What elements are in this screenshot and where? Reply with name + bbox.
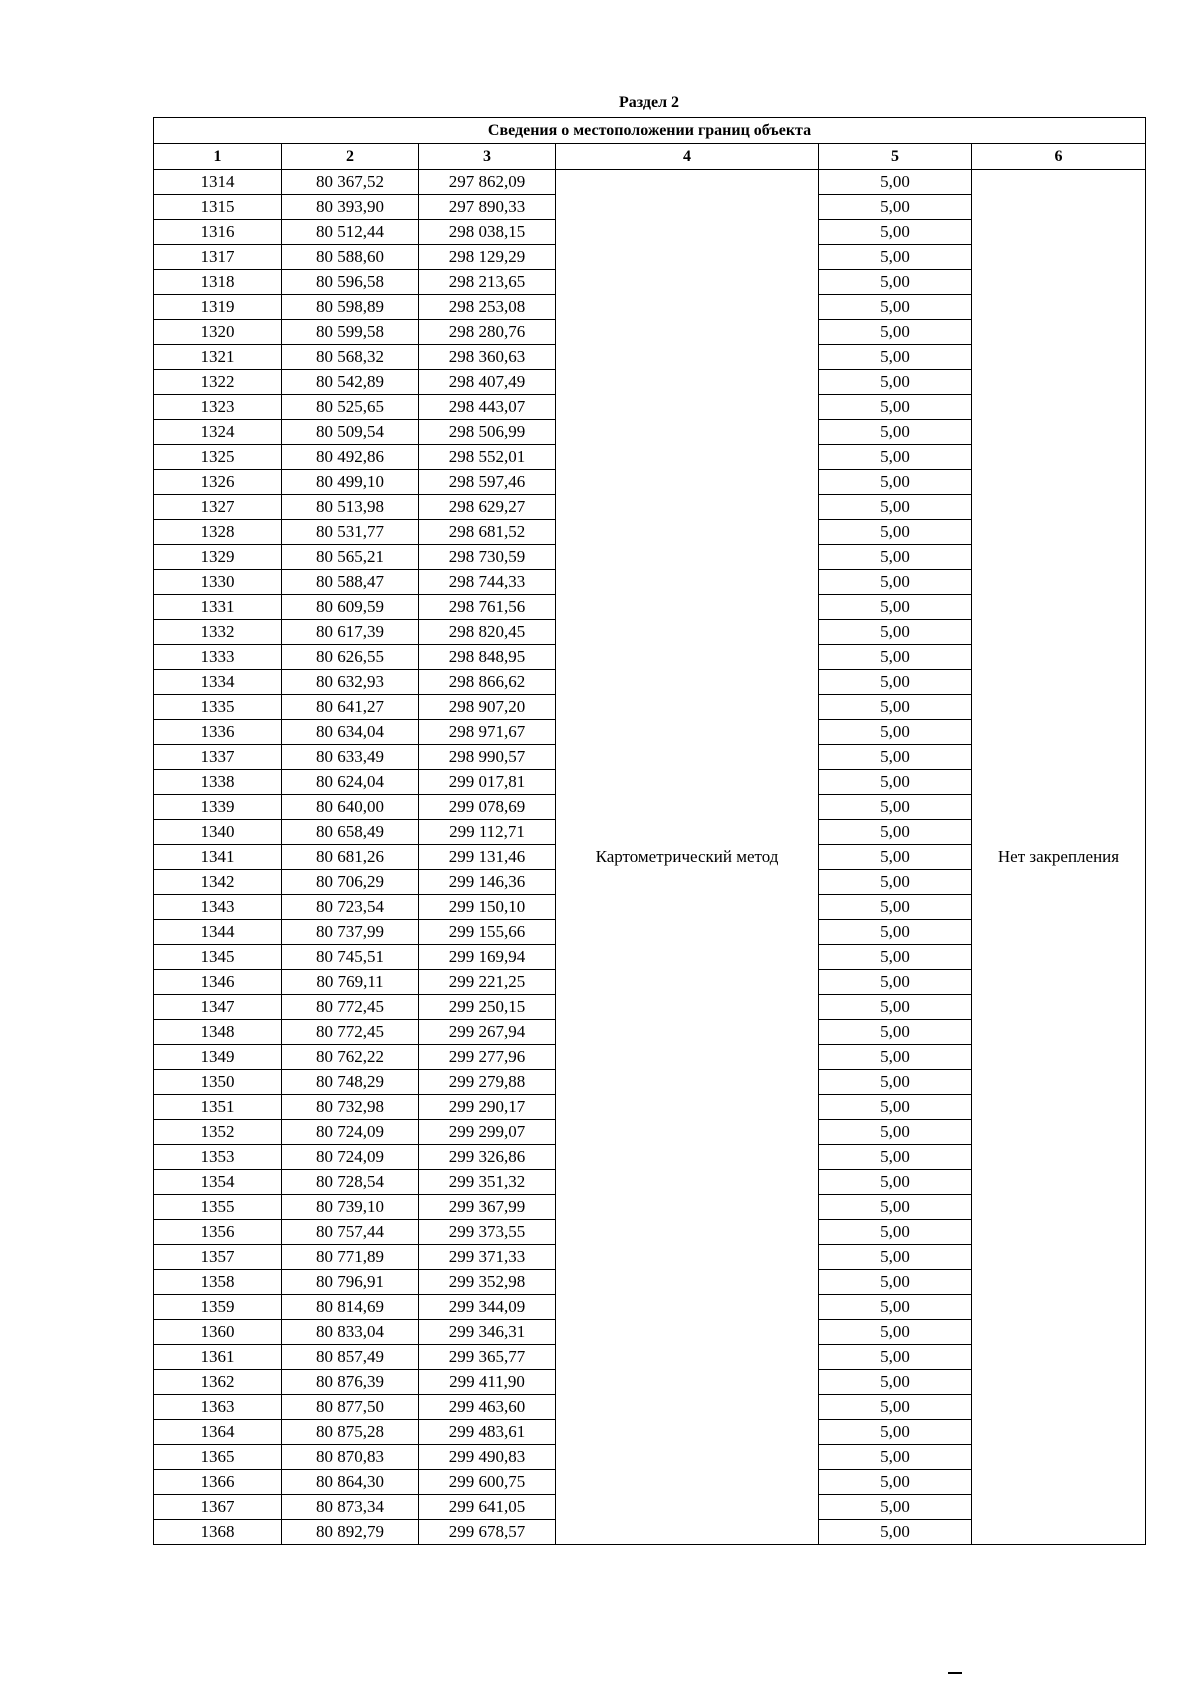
- x-coordinate: 80 757,44: [282, 1220, 419, 1245]
- x-coordinate: 80 864,30: [282, 1470, 419, 1495]
- y-coordinate: 299 299,07: [419, 1120, 556, 1145]
- accuracy-value: 5,00: [819, 320, 972, 345]
- point-number: 1338: [154, 770, 282, 795]
- point-number: 1334: [154, 670, 282, 695]
- y-coordinate: 299 078,69: [419, 795, 556, 820]
- x-coordinate: 80 748,29: [282, 1070, 419, 1095]
- point-number: 1344: [154, 920, 282, 945]
- accuracy-value: 5,00: [819, 395, 972, 420]
- x-coordinate: 80 814,69: [282, 1295, 419, 1320]
- accuracy-value: 5,00: [819, 770, 972, 795]
- x-coordinate: 80 745,51: [282, 945, 419, 970]
- accuracy-value: 5,00: [819, 1145, 972, 1170]
- point-number: 1335: [154, 695, 282, 720]
- x-coordinate: 80 634,04: [282, 720, 419, 745]
- accuracy-value: 5,00: [819, 1395, 972, 1420]
- y-coordinate: 299 490,83: [419, 1445, 556, 1470]
- table-caption: Сведения о местоположении границ объекта: [154, 118, 1146, 144]
- point-number: 1337: [154, 745, 282, 770]
- point-number: 1325: [154, 445, 282, 470]
- y-coordinate: 298 907,20: [419, 695, 556, 720]
- y-coordinate: 299 373,55: [419, 1220, 556, 1245]
- point-number: 1366: [154, 1470, 282, 1495]
- boundary-coordinates-table: [153, 117, 1146, 1545]
- point-number: 1323: [154, 395, 282, 420]
- y-coordinate: 299 112,71: [419, 820, 556, 845]
- x-coordinate: 80 568,32: [282, 345, 419, 370]
- x-coordinate: 80 640,00: [282, 795, 419, 820]
- y-coordinate: 299 326,86: [419, 1145, 556, 1170]
- point-number: 1316: [154, 220, 282, 245]
- accuracy-value: 5,00: [819, 420, 972, 445]
- x-coordinate: 80 762,22: [282, 1045, 419, 1070]
- x-coordinate: 80 658,49: [282, 820, 419, 845]
- point-number: 1314: [154, 170, 282, 195]
- column-number-row: [154, 144, 1146, 170]
- accuracy-value: 5,00: [819, 845, 972, 870]
- point-number: 1326: [154, 470, 282, 495]
- accuracy-value: 5,00: [819, 345, 972, 370]
- point-number: 1354: [154, 1170, 282, 1195]
- accuracy-value: 5,00: [819, 995, 972, 1020]
- point-number: 1321: [154, 345, 282, 370]
- accuracy-value: 5,00: [819, 1070, 972, 1095]
- point-number: 1351: [154, 1095, 282, 1120]
- y-coordinate: 299 346,31: [419, 1320, 556, 1345]
- point-number: 1340: [154, 820, 282, 845]
- point-number: 1324: [154, 420, 282, 445]
- x-coordinate: 80 641,27: [282, 695, 419, 720]
- y-coordinate: 298 129,29: [419, 245, 556, 270]
- point-number: 1356: [154, 1220, 282, 1245]
- x-coordinate: 80 877,50: [282, 1395, 419, 1420]
- point-number: 1330: [154, 570, 282, 595]
- x-coordinate: 80 732,98: [282, 1095, 419, 1120]
- point-number: 1327: [154, 495, 282, 520]
- point-number: 1319: [154, 295, 282, 320]
- accuracy-value: 5,00: [819, 1095, 972, 1120]
- x-coordinate: 80 565,21: [282, 545, 419, 570]
- y-coordinate: 298 597,46: [419, 470, 556, 495]
- accuracy-value: 5,00: [819, 520, 972, 545]
- x-coordinate: 80 633,49: [282, 745, 419, 770]
- point-number: 1315: [154, 195, 282, 220]
- x-coordinate: 80 624,04: [282, 770, 419, 795]
- x-coordinate: 80 772,45: [282, 1020, 419, 1045]
- accuracy-value: 5,00: [819, 220, 972, 245]
- point-number: 1349: [154, 1045, 282, 1070]
- x-coordinate: 80 724,09: [282, 1145, 419, 1170]
- y-coordinate: 298 280,76: [419, 320, 556, 345]
- y-coordinate: 299 146,36: [419, 870, 556, 895]
- point-number: 1364: [154, 1420, 282, 1445]
- point-number: 1358: [154, 1270, 282, 1295]
- x-coordinate: 80 772,45: [282, 995, 419, 1020]
- x-coordinate: 80 892,79: [282, 1520, 419, 1545]
- x-coordinate: 80 706,29: [282, 870, 419, 895]
- point-number: 1360: [154, 1320, 282, 1345]
- x-coordinate: 80 617,39: [282, 620, 419, 645]
- accuracy-value: 5,00: [819, 895, 972, 920]
- x-coordinate: 80 728,54: [282, 1170, 419, 1195]
- accuracy-value: 5,00: [819, 820, 972, 845]
- point-number: 1350: [154, 1070, 282, 1095]
- x-coordinate: 80 796,91: [282, 1270, 419, 1295]
- x-coordinate: 80 771,89: [282, 1245, 419, 1270]
- y-coordinate: 298 820,45: [419, 620, 556, 645]
- y-coordinate: 298 443,07: [419, 395, 556, 420]
- section-title: Раздел 2: [618, 94, 680, 111]
- y-coordinate: 299 365,77: [419, 1345, 556, 1370]
- column-number: 4: [556, 144, 819, 170]
- point-number: 1339: [154, 795, 282, 820]
- point-number: 1368: [154, 1520, 282, 1545]
- x-coordinate: 80 599,58: [282, 320, 419, 345]
- accuracy-value: 5,00: [819, 970, 972, 995]
- y-coordinate: 299 411,90: [419, 1370, 556, 1395]
- y-coordinate: 298 681,52: [419, 520, 556, 545]
- x-coordinate: 80 588,47: [282, 570, 419, 595]
- accuracy-value: 5,00: [819, 1520, 972, 1545]
- point-number: 1320: [154, 320, 282, 345]
- accuracy-value: 5,00: [819, 270, 972, 295]
- accuracy-value: 5,00: [819, 170, 972, 195]
- y-coordinate: 298 866,62: [419, 670, 556, 695]
- column-number: 6: [972, 144, 1146, 170]
- accuracy-value: 5,00: [819, 795, 972, 820]
- x-coordinate: 80 875,28: [282, 1420, 419, 1445]
- point-number: 1359: [154, 1295, 282, 1320]
- accuracy-value: 5,00: [819, 370, 972, 395]
- accuracy-value: 5,00: [819, 745, 972, 770]
- accuracy-value: 5,00: [819, 1170, 972, 1195]
- y-coordinate: 299 150,10: [419, 895, 556, 920]
- x-coordinate: 80 876,39: [282, 1370, 419, 1395]
- point-number: 1363: [154, 1395, 282, 1420]
- x-coordinate: 80 598,89: [282, 295, 419, 320]
- accuracy-value: 5,00: [819, 1270, 972, 1295]
- y-coordinate: 299 279,88: [419, 1070, 556, 1095]
- x-coordinate: 80 367,52: [282, 170, 419, 195]
- accuracy-value: 5,00: [819, 1420, 972, 1445]
- y-coordinate: 299 131,46: [419, 845, 556, 870]
- accuracy-value: 5,00: [819, 445, 972, 470]
- x-coordinate: 80 512,44: [282, 220, 419, 245]
- accuracy-value: 5,00: [819, 1445, 972, 1470]
- x-coordinate: 80 632,93: [282, 670, 419, 695]
- x-coordinate: 80 739,10: [282, 1195, 419, 1220]
- accuracy-value: 5,00: [819, 720, 972, 745]
- y-coordinate: 299 352,98: [419, 1270, 556, 1295]
- x-coordinate: 80 609,59: [282, 595, 419, 620]
- x-coordinate: 80 681,26: [282, 845, 419, 870]
- y-coordinate: 298 730,59: [419, 545, 556, 570]
- column-number: 1: [154, 144, 282, 170]
- point-number: 1342: [154, 870, 282, 895]
- y-coordinate: 298 744,33: [419, 570, 556, 595]
- y-coordinate: 299 017,81: [419, 770, 556, 795]
- x-coordinate: 80 873,34: [282, 1495, 419, 1520]
- y-coordinate: 299 641,05: [419, 1495, 556, 1520]
- point-number: 1365: [154, 1445, 282, 1470]
- x-coordinate: 80 857,49: [282, 1345, 419, 1370]
- x-coordinate: 80 724,09: [282, 1120, 419, 1145]
- point-number: 1318: [154, 270, 282, 295]
- table-row: [154, 170, 1146, 195]
- point-number: 1343: [154, 895, 282, 920]
- accuracy-value: 5,00: [819, 870, 972, 895]
- y-coordinate: 298 990,57: [419, 745, 556, 770]
- point-number: 1353: [154, 1145, 282, 1170]
- y-coordinate: 298 761,56: [419, 595, 556, 620]
- column-number: 5: [819, 144, 972, 170]
- x-coordinate: 80 833,04: [282, 1320, 419, 1345]
- accuracy-value: 5,00: [819, 1045, 972, 1070]
- x-coordinate: 80 542,89: [282, 370, 419, 395]
- y-coordinate: 299 371,33: [419, 1245, 556, 1270]
- accuracy-value: 5,00: [819, 570, 972, 595]
- y-coordinate: 298 038,15: [419, 220, 556, 245]
- y-coordinate: 299 277,96: [419, 1045, 556, 1070]
- accuracy-value: 5,00: [819, 1320, 972, 1345]
- accuracy-value: 5,00: [819, 495, 972, 520]
- accuracy-value: 5,00: [819, 195, 972, 220]
- x-coordinate: 80 769,11: [282, 970, 419, 995]
- point-number: 1347: [154, 995, 282, 1020]
- accuracy-value: 5,00: [819, 645, 972, 670]
- point-number: 1357: [154, 1245, 282, 1270]
- accuracy-value: 5,00: [819, 470, 972, 495]
- accuracy-value: 5,00: [819, 1495, 972, 1520]
- accuracy-value: 5,00: [819, 295, 972, 320]
- fixing-cell: Нет закрепления: [972, 170, 1146, 1545]
- column-number: 3: [419, 144, 556, 170]
- accuracy-value: 5,00: [819, 1120, 972, 1145]
- x-coordinate: 80 525,65: [282, 395, 419, 420]
- accuracy-value: 5,00: [819, 595, 972, 620]
- y-coordinate: 298 213,65: [419, 270, 556, 295]
- method-cell: Картометрический метод: [556, 170, 819, 1545]
- accuracy-value: 5,00: [819, 545, 972, 570]
- point-number: 1322: [154, 370, 282, 395]
- accuracy-value: 5,00: [819, 1195, 972, 1220]
- y-coordinate: 299 483,61: [419, 1420, 556, 1445]
- point-number: 1367: [154, 1495, 282, 1520]
- point-number: 1352: [154, 1120, 282, 1145]
- y-coordinate: 299 344,09: [419, 1295, 556, 1320]
- point-number: 1345: [154, 945, 282, 970]
- accuracy-value: 5,00: [819, 1245, 972, 1270]
- x-coordinate: 80 509,54: [282, 420, 419, 445]
- point-number: 1332: [154, 620, 282, 645]
- x-coordinate: 80 499,10: [282, 470, 419, 495]
- point-number: 1329: [154, 545, 282, 570]
- x-coordinate: 80 626,55: [282, 645, 419, 670]
- y-coordinate: 299 250,15: [419, 995, 556, 1020]
- y-coordinate: 297 890,33: [419, 195, 556, 220]
- x-coordinate: 80 513,98: [282, 495, 419, 520]
- y-coordinate: 299 155,66: [419, 920, 556, 945]
- accuracy-value: 5,00: [819, 1020, 972, 1045]
- y-coordinate: 299 600,75: [419, 1470, 556, 1495]
- point-number: 1346: [154, 970, 282, 995]
- accuracy-value: 5,00: [819, 1295, 972, 1320]
- page-number-mark: [948, 1672, 962, 1674]
- point-number: 1355: [154, 1195, 282, 1220]
- x-coordinate: 80 737,99: [282, 920, 419, 945]
- point-number: 1333: [154, 645, 282, 670]
- y-coordinate: 299 290,17: [419, 1095, 556, 1120]
- point-number: 1362: [154, 1370, 282, 1395]
- x-coordinate: 80 492,86: [282, 445, 419, 470]
- y-coordinate: 297 862,09: [419, 170, 556, 195]
- y-coordinate: 298 629,27: [419, 495, 556, 520]
- column-number: 2: [282, 144, 419, 170]
- accuracy-value: 5,00: [819, 620, 972, 645]
- y-coordinate: 298 360,63: [419, 345, 556, 370]
- point-number: 1348: [154, 1020, 282, 1045]
- accuracy-value: 5,00: [819, 920, 972, 945]
- y-coordinate: 298 848,95: [419, 645, 556, 670]
- accuracy-value: 5,00: [819, 1370, 972, 1395]
- x-coordinate: 80 596,58: [282, 270, 419, 295]
- y-coordinate: 298 253,08: [419, 295, 556, 320]
- x-coordinate: 80 588,60: [282, 245, 419, 270]
- x-coordinate: 80 870,83: [282, 1445, 419, 1470]
- y-coordinate: 299 463,60: [419, 1395, 556, 1420]
- point-number: 1331: [154, 595, 282, 620]
- y-coordinate: 298 552,01: [419, 445, 556, 470]
- accuracy-value: 5,00: [819, 1220, 972, 1245]
- y-coordinate: 299 267,94: [419, 1020, 556, 1045]
- point-number: 1328: [154, 520, 282, 545]
- y-coordinate: 299 169,94: [419, 945, 556, 970]
- accuracy-value: 5,00: [819, 1470, 972, 1495]
- point-number: 1361: [154, 1345, 282, 1370]
- point-number: 1336: [154, 720, 282, 745]
- point-number: 1317: [154, 245, 282, 270]
- accuracy-value: 5,00: [819, 695, 972, 720]
- x-coordinate: 80 723,54: [282, 895, 419, 920]
- accuracy-value: 5,00: [819, 670, 972, 695]
- accuracy-value: 5,00: [819, 1345, 972, 1370]
- y-coordinate: 299 351,32: [419, 1170, 556, 1195]
- y-coordinate: 298 971,67: [419, 720, 556, 745]
- accuracy-value: 5,00: [819, 245, 972, 270]
- point-number: 1341: [154, 845, 282, 870]
- y-coordinate: 299 367,99: [419, 1195, 556, 1220]
- y-coordinate: 299 678,57: [419, 1520, 556, 1545]
- y-coordinate: 299 221,25: [419, 970, 556, 995]
- y-coordinate: 298 506,99: [419, 420, 556, 445]
- y-coordinate: 298 407,49: [419, 370, 556, 395]
- accuracy-value: 5,00: [819, 945, 972, 970]
- x-coordinate: 80 393,90: [282, 195, 419, 220]
- table-caption-row: [154, 118, 1146, 144]
- x-coordinate: 80 531,77: [282, 520, 419, 545]
